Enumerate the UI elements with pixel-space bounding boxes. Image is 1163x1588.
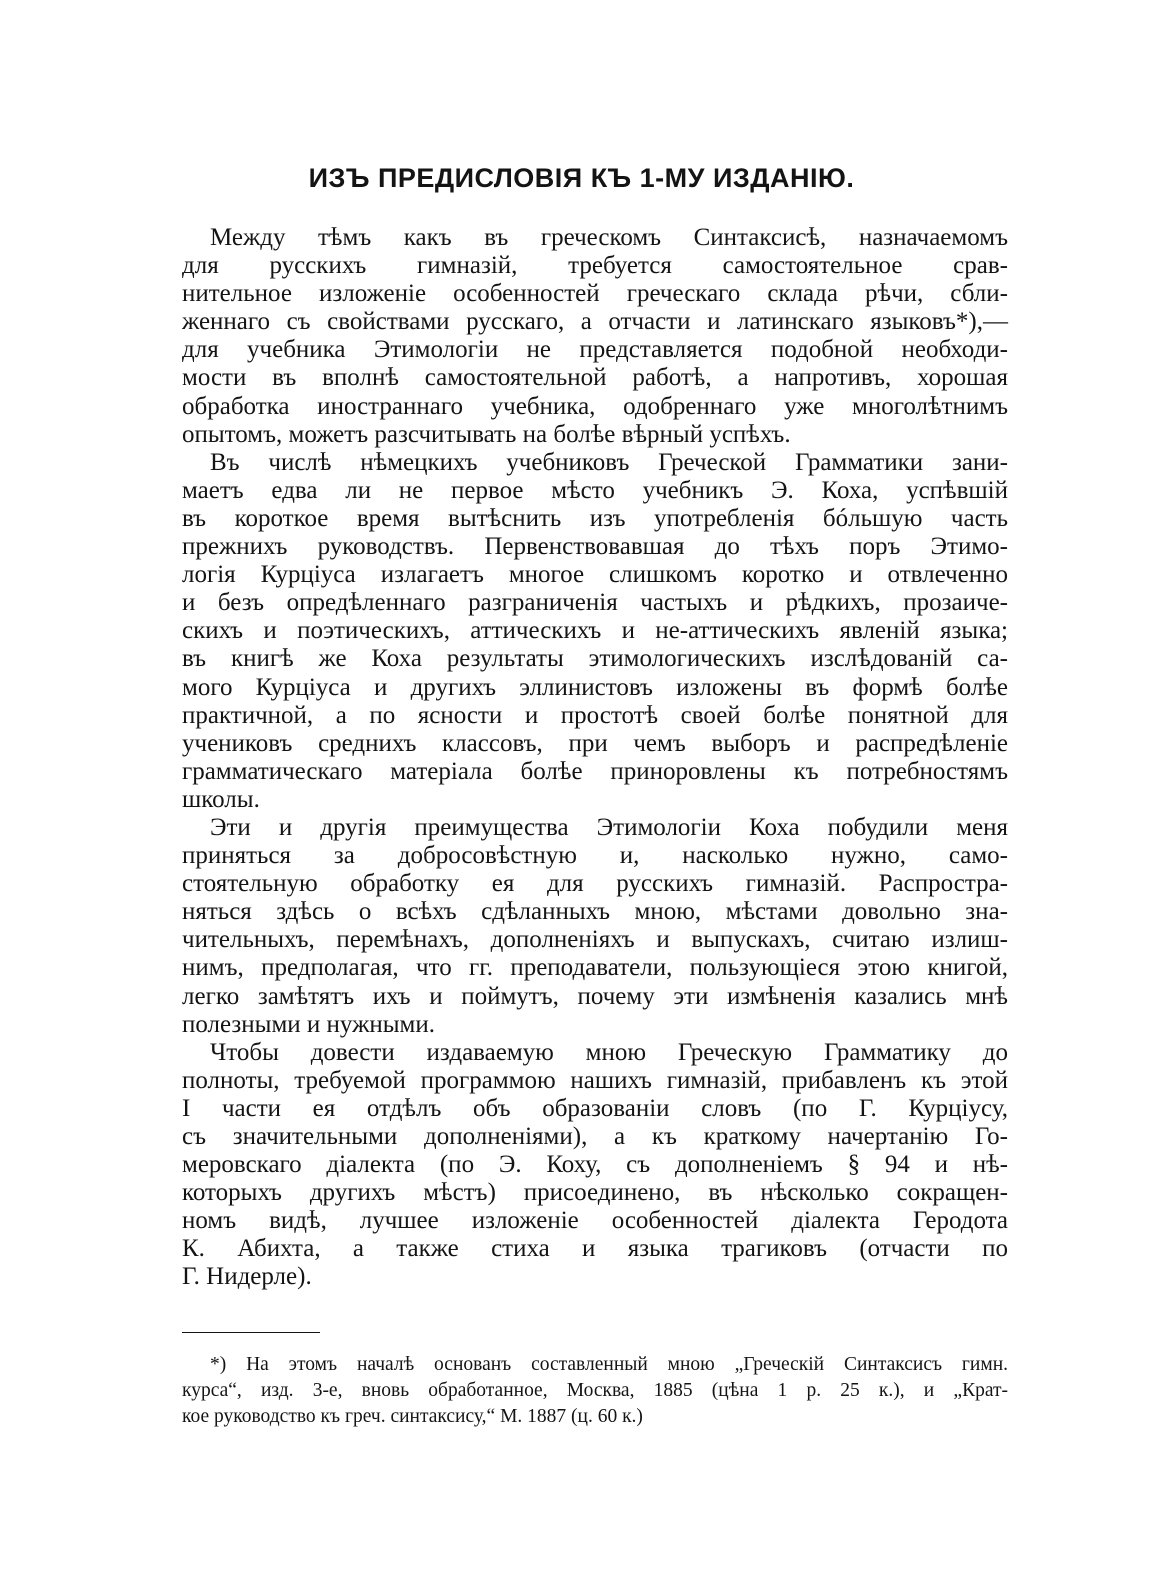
text-line: обработка иностраннаго учебника, одобреннаго уже многолѣтнимъ [182, 392, 1008, 420]
text-line: няться здѣсь о всѣхъ сдѣланныхъ мною, мѣстами довольно зна- [182, 898, 1008, 926]
text-line: скихъ и поэтическихъ, аттическихъ и не-аттическихъ явленій языка; [182, 617, 1008, 645]
text-line: съ значительными дополненіями), а къ краткому начертанію Го- [182, 1123, 1008, 1150]
footnote [182, 1352, 1008, 1430]
preface-body [182, 224, 1008, 1292]
text-line: нимъ, предполагая, что гг. преподаватели, пользующіеся этою книгой, [182, 954, 1008, 982]
text-line: стоятельную обработку ея для русскихъ гимназій. Распростра- [182, 870, 1008, 898]
text-line: женнаго съ свойствами русскаго, а отчасти и латинскаго языковъ*),— [182, 308, 1008, 336]
text-line: грамматическаго матеріала болѣе приноровлены къ потребностямъ [182, 757, 1008, 785]
text-line: Между тѣмъ какъ въ греческомъ Синтаксисѣ, назначаемомъ [210, 224, 1008, 251]
text-line: Эти и другія преимущества Этимологіи Коха побудили меня [210, 813, 1008, 841]
text-line: К. Абихта, а также стиха и языка трагиковъ (отчасти по [182, 1235, 1008, 1263]
text-line: для русскихъ гимназій, требуется самостоятельное срав- [182, 252, 1008, 280]
text-line: полезными и нужными. [182, 1010, 436, 1038]
text-line: приняться за добросовѣстную и, насколько нужно, само- [182, 842, 1008, 870]
text-line: мого Курціуса и другихъ эллинистовъ изложены въ формѣ болѣе [182, 673, 1008, 701]
text-line: практичной, а по ясности и простотѣ своей болѣе понятной для [182, 701, 1008, 729]
text-line: Чтобы довести издаваемую мною Греческую Грамматику до [210, 1038, 1008, 1066]
text-line: въ короткое время вытѣснить изъ употребленія бóльшую часть [182, 504, 1008, 532]
text-line: чительныхъ, перемѣнахъ, дополненіяхъ и выпускахъ, считаю излиш- [182, 926, 1008, 954]
text-line: логія Курціуса излагаетъ многое слишкомъ коротко и отвлеченно [182, 561, 1008, 589]
text-line: для учебника Этимологіи не представляется подобной необходи- [182, 336, 1008, 364]
text-line: меровскаго діалекта (по Э. Коху, съ дополненіемъ § 94 и нѣ- [182, 1151, 1008, 1179]
footnote-divider [182, 1332, 320, 1333]
text-line: Г. Нидерле). [182, 1263, 312, 1291]
footnote-line: курса“, изд. 3-е, вновь обработанное, Москва, 1885 (цѣна 1 р. 25 к.), и „Крат- [182, 1380, 1008, 1401]
text-line: учениковъ среднихъ классовъ, при чемъ выборъ и распредѣленіе [182, 729, 1008, 757]
text-line: и безъ опредѣленнаго разграниченія частыхъ и рѣдкихъ, прозаиче- [182, 589, 1008, 617]
text-line: маетъ едва ли не первое мѣсто учебникъ Э. Коха, успѣвшій [182, 476, 1008, 504]
text-line: мости въ вполнѣ самостоятельной работѣ, а напротивъ, хорошая [182, 364, 1008, 392]
footnote-line: *) На этомъ началѣ основанъ составленный мною „Греческій Синтаксисъ гимн. [210, 1354, 1008, 1375]
footnote-line: кое руководство къ греч. синтаксису,“ М. 1887 (ц. 60 к.) [182, 1406, 643, 1427]
text-line: опытомъ, можетъ разсчитывать на болѣе вѣрный успѣхъ. [182, 420, 791, 448]
text-line: Въ числѣ нѣмецкихъ учебниковъ Греческой Грамматики зани- [210, 448, 1008, 476]
text-line: которыхъ другихъ мѣстъ) присоединено, въ нѣсколько сокращен- [182, 1179, 1008, 1207]
text-line: школы. [182, 785, 260, 813]
text-line: нительное изложеніе особенностей греческаго склада рѣчи, сбли- [182, 280, 1008, 308]
text-line: легко замѣтятъ ихъ и поймутъ, почему эти измѣненія казались мнѣ [182, 982, 1008, 1010]
text-line: полноты, требуемой программою нашихъ гимназій, прибавленъ къ этой [182, 1066, 1008, 1094]
text-line: прежнихъ руководствъ. Первенствовавшая до тѣхъ поръ Этимо- [182, 533, 1008, 561]
text-line: I части ея отдѣлъ объ образованіи словъ (по Г. Курціусу, [182, 1094, 1008, 1122]
page-heading: ИЗЪ ПРЕДИСЛОВІЯ КЪ 1-МУ ИЗДАНІЮ. [308, 163, 855, 193]
text-line: въ книгѣ же Коха результаты этимологическихъ изслѣдованій са- [182, 645, 1008, 673]
text-line: номъ видѣ, лучшее изложеніе особенностей діалекта Геродота [182, 1207, 1008, 1235]
